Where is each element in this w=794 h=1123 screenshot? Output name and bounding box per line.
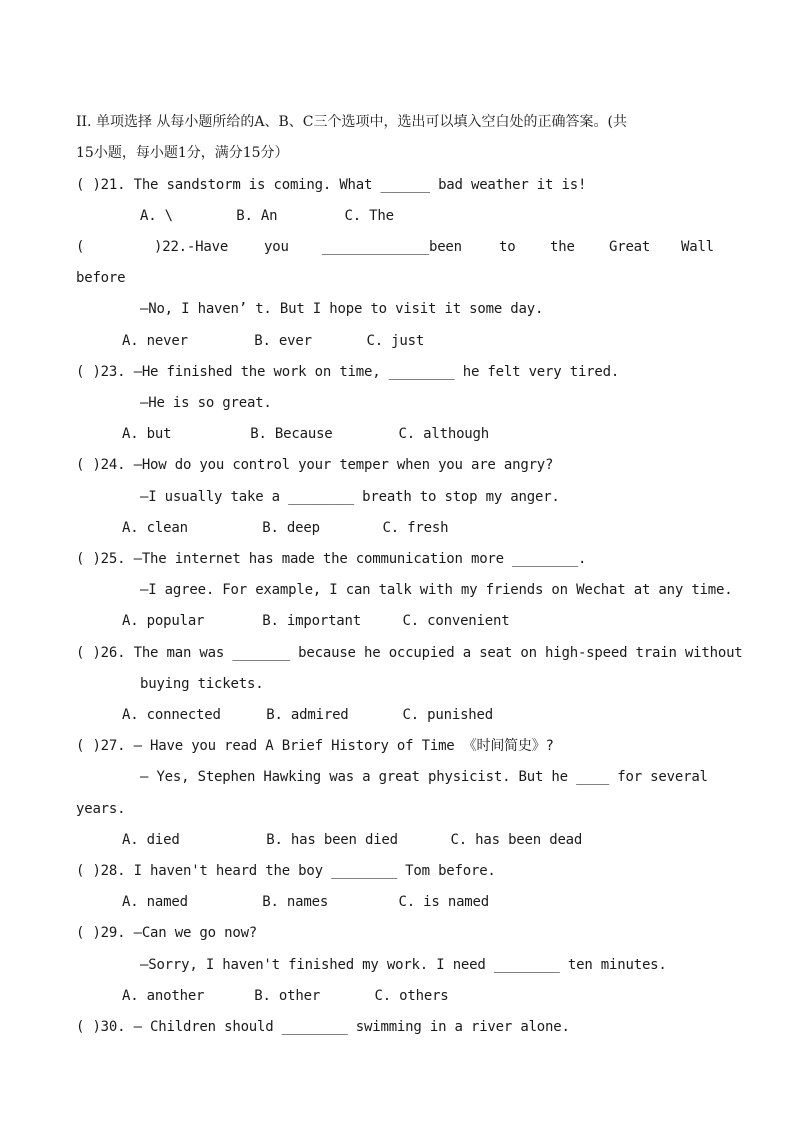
question-28-options bbox=[122, 887, 718, 918]
option-a: A. named bbox=[122, 894, 188, 910]
q22-word: Great bbox=[609, 239, 651, 255]
q22-word: the bbox=[550, 239, 575, 255]
section-subtitle: 15小题，每小题1分，满分15分） bbox=[76, 145, 289, 161]
question-27-options bbox=[122, 825, 718, 856]
option-a: A. \ bbox=[140, 208, 173, 224]
question-23-answer: —He is so great. bbox=[140, 395, 272, 411]
question-24: ( )24. —How do you control your temper when you are angry? bbox=[76, 457, 554, 473]
question-21: ( )21. The sandstorm is coming. What ______ bad weather it is! bbox=[76, 177, 587, 193]
q22-blank: _____________been bbox=[322, 239, 462, 255]
question-23-options bbox=[122, 419, 718, 450]
option-a: A. popular bbox=[122, 613, 205, 629]
option-b: B. names bbox=[262, 894, 329, 910]
question-24-options bbox=[122, 513, 718, 544]
option-b: B. Because bbox=[250, 426, 333, 442]
option-b: B. ever bbox=[254, 333, 312, 349]
paren-open: ( bbox=[76, 239, 85, 255]
q22-word: Wall bbox=[681, 239, 714, 255]
option-b: B. other bbox=[254, 988, 321, 1004]
option-a: A. never bbox=[122, 333, 188, 349]
question-29-answer: —Sorry, I haven't finished my work. I need ________ ten minutes. bbox=[140, 957, 667, 973]
question-25-answer: —I agree. For example, I can talk with my friends on Wechat at any time. bbox=[140, 582, 733, 598]
option-c: C. fresh bbox=[382, 520, 449, 536]
question-25: ( )25. —The internet has made the communication more ________. bbox=[76, 551, 587, 567]
option-a: A. connected bbox=[122, 707, 221, 723]
question-21-options bbox=[140, 201, 718, 232]
option-a: A. but bbox=[122, 426, 172, 442]
question-26-cont: buying tickets. bbox=[140, 676, 264, 692]
option-a: A. clean bbox=[122, 520, 188, 536]
question-29-options bbox=[122, 981, 718, 1012]
option-b: B. has been died bbox=[266, 832, 398, 848]
question-27-answer: — Yes, Stephen Hawking was a great physicist. But he ____ for several bbox=[140, 769, 708, 785]
option-c: C. punished bbox=[402, 707, 493, 723]
question-26: ( )26. The man was _______ because he occupied a seat on high-speed train without bbox=[76, 645, 743, 661]
option-c: C. The bbox=[344, 208, 394, 224]
option-c: C. just bbox=[366, 333, 425, 349]
option-c: C. is named bbox=[398, 894, 489, 910]
option-b: B. important bbox=[262, 613, 361, 629]
option-b: B. admired bbox=[266, 707, 349, 723]
option-c: C. although bbox=[398, 426, 489, 442]
question-26-options bbox=[122, 700, 718, 731]
question-29: ( )29. —Can we go now? bbox=[76, 925, 258, 941]
option-c: C. others bbox=[374, 988, 449, 1004]
question-23: ( )23. —He finished the work on time, ________ he felt very tired. bbox=[76, 364, 620, 380]
question-27-answer-cont: years. bbox=[76, 801, 126, 817]
question-22 bbox=[76, 232, 718, 263]
option-b: B. An bbox=[236, 208, 278, 224]
question-22-cont: before bbox=[76, 270, 126, 286]
section-title: II. 单项选择 从每小题所给的A、B、C三个选项中，选出可以填入空白处的正确答案。(共 bbox=[76, 114, 627, 130]
q22-word: you bbox=[264, 239, 289, 255]
option-b: B. deep bbox=[262, 520, 320, 536]
option-c: C. convenient bbox=[402, 613, 510, 629]
question-22-options bbox=[122, 326, 718, 357]
q22-word: to bbox=[499, 239, 516, 255]
option-c: C. has been dead bbox=[450, 832, 583, 848]
option-a: A. another bbox=[122, 988, 205, 1004]
question-27: ( )27. — Have you read A Brief History of Time 《时间简史》? bbox=[76, 738, 554, 754]
question-28: ( )28. I haven't heard the boy ________ Tom before. bbox=[76, 863, 496, 879]
question-30: ( )30. — Children should ________ swimming in a river alone. bbox=[76, 1019, 570, 1035]
q22-number: )22.-Have bbox=[154, 239, 229, 255]
option-a: A. died bbox=[122, 832, 180, 848]
question-25-options bbox=[122, 606, 718, 637]
question-24-answer: —I usually take a ________ breath to stop my anger. bbox=[140, 489, 560, 505]
question-22-answer: —No, I haven’ t. But I hope to visit it some day. bbox=[140, 301, 544, 317]
